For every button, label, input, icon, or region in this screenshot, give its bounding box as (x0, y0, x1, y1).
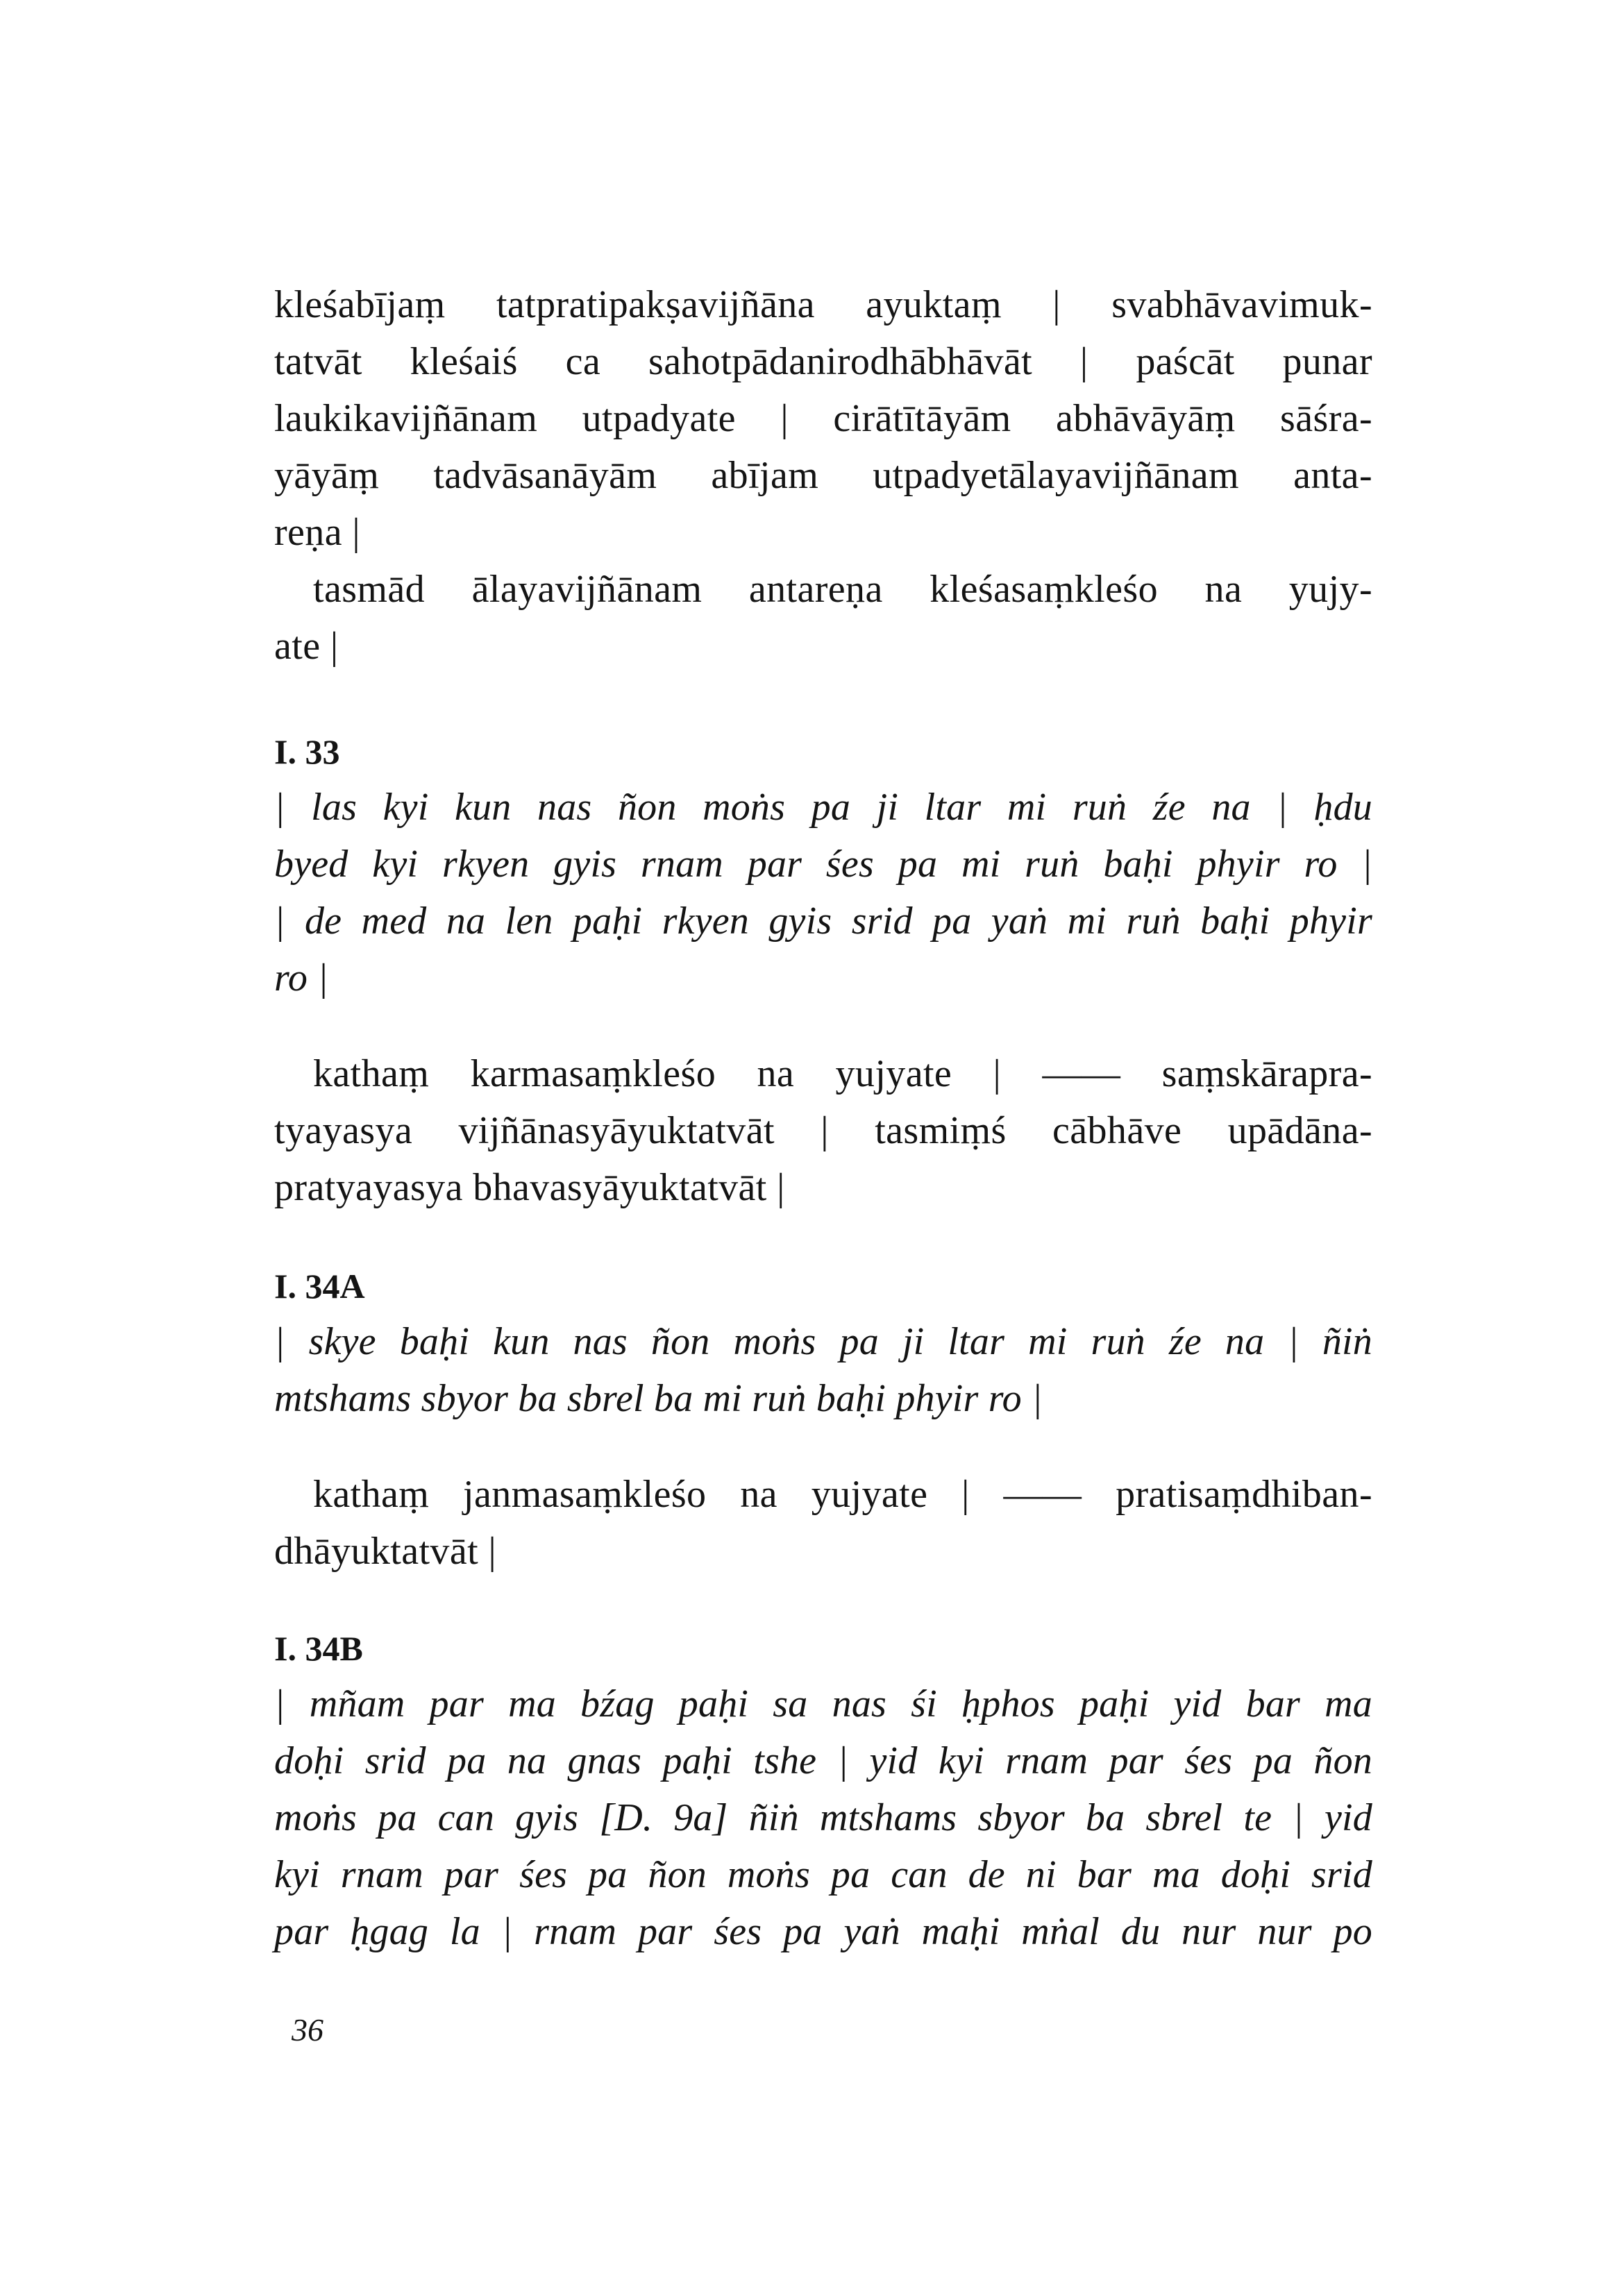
text-line: laukikavijñānam utpadyate | cirātītāyām abhāvāyāṃ sāśra- (274, 397, 1372, 440)
text-line: | mñam par ma bźag paḥi sa nas śi ḥphos paḥi yid bar ma (274, 1682, 1372, 1725)
text-line: ro | (274, 956, 328, 999)
text-line: doḥi srid pa na gnas paḥi tshe | yid kyi rnam par śes pa ñon (274, 1739, 1372, 1782)
page-number: 36 (292, 2012, 323, 2048)
text-line: yāyāṃ tadvāsanāyām abījam utpadyetālayavijñānam anta- (274, 454, 1372, 497)
text-line: kathaṃ janmasaṃkleśo na yujyate | —— pratisaṃdhiban- (313, 1473, 1372, 1516)
text-line: ate | (274, 625, 339, 668)
section-heading-i-34a: I. 34A (274, 1267, 365, 1306)
text-line: par ḥgag la | rnam par śes pa yaṅ maḥi mṅal du nur nur po (274, 1910, 1372, 1953)
text-line: tyayasya vijñānasyāyuktatvāt | tasmiṃś cābhāve upādāna- (274, 1109, 1372, 1152)
text-line: kleśabījaṃ tatpratipakṣavijñāna ayuktaṃ | svabhāvavimuk- (274, 283, 1372, 326)
text-line: dhāyuktatvāt | (274, 1530, 497, 1573)
text-line: mtshams sbyor ba sbrel ba mi ruṅ baḥi phyir ro | (274, 1377, 1043, 1420)
text-line: reṇa | (274, 511, 360, 554)
text-line: | skye baḥi kun nas ñon moṅs pa ji ltar mi ruṅ źe na | ñiṅ (274, 1320, 1372, 1363)
text-line: byed kyi rkyen gyis rnam par śes pa mi ruṅ baḥi phyir ro | (274, 843, 1372, 886)
text-line: | de med na len paḥi rkyen gyis srid pa yaṅ mi ruṅ baḥi phyir (274, 900, 1372, 943)
text-line: kyi rnam par śes pa ñon moṅs pa can de ni bar ma doḥi srid (274, 1853, 1372, 1896)
text-line: tasmād ālayavijñānam antareṇa kleśasaṃkleśo na yujy- (313, 568, 1372, 611)
section-heading-i-33: I. 33 (274, 732, 340, 771)
text-line: pratyayasya bhavasyāyuktatvāt | (274, 1166, 785, 1209)
text-line: | las kyi kun nas ñon moṅs pa ji ltar mi ruṅ źe na | ḥdu (274, 786, 1372, 829)
section-heading-i-34b: I. 34B (274, 1629, 363, 1668)
text-line: kathaṃ karmasaṃkleśo na yujyate | —— saṃskārapra- (313, 1052, 1372, 1095)
text-line: moṅs pa can gyis [D. 9a] ñiṅ mtshams sbyor ba sbrel te | yid (274, 1796, 1372, 1839)
text-line: tatvāt kleśaiś ca sahotpādanirodhābhāvāt | paścāt punar (274, 340, 1372, 383)
